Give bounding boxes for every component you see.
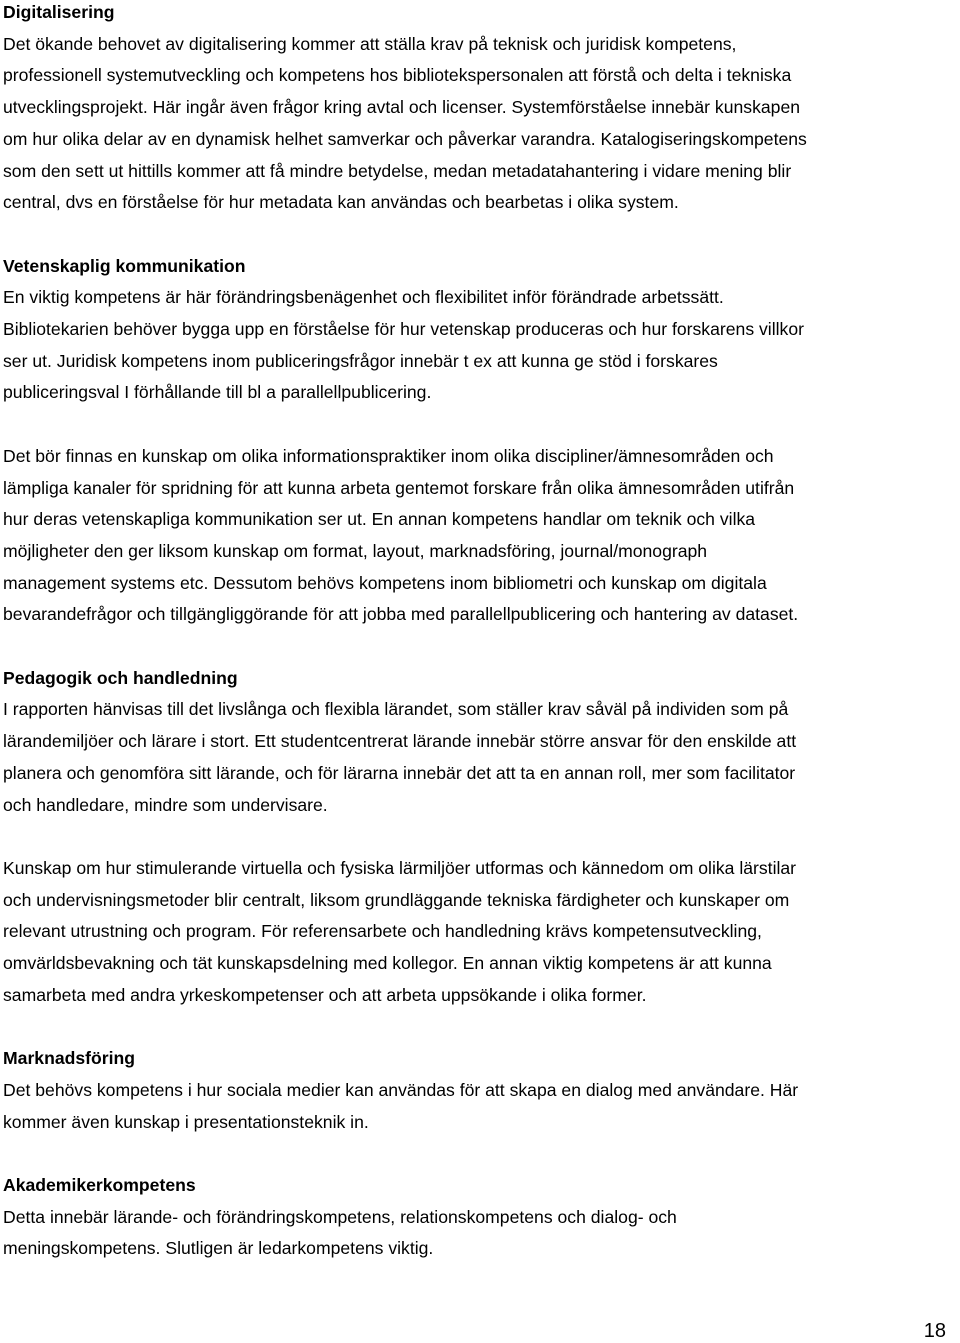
text-line: publiceringsval I förhållande till bl a parallellpublicering. — [3, 382, 432, 403]
text-line: om hur olika delar av en dynamisk helhet samverkar och påverkar varandra. Katalogiseringskompetens — [3, 128, 807, 149]
paragraph-marknadsforing — [3, 1075, 951, 1138]
paragraph-vetenskaplig-1 — [3, 282, 951, 409]
paragraph-pedagogik-2 — [3, 853, 951, 1012]
paragraph-spacer — [3, 821, 951, 853]
text-line: I rapporten hänvisas till det livslånga och flexibla lärandet, som ställer krav såväl på individen som på — [3, 699, 789, 720]
paragraph-spacer — [3, 1138, 951, 1170]
text-line: meningskompetens. Slutligen är ledarkompetens viktig. — [3, 1238, 434, 1259]
text-line: utvecklingsprojekt. Här ingår även frågor kring avtal och licenser. Systemförståelse innebär kunskapen — [3, 97, 801, 118]
text-line: Kunskap om hur stimulerande virtuella och fysiska lärmiljöer utformas och kännedom om olika lärstilar — [3, 857, 797, 878]
section-heading-marknadsforing: Marknadsföring — [3, 1048, 135, 1069]
text-line: management systems etc. Dessutom behövs kompetens inom bibliometri och kunskap om digitala — [3, 572, 767, 593]
text-line: Detta innebär lärande- och förändringskompetens, relationskompetens och dialog- och — [3, 1206, 677, 1227]
section-heading-pedagogik: Pedagogik och handledning — [3, 667, 238, 688]
text-line: relevant utrustning och program. För referensarbete och handledning krävs kompetensutveckling, — [3, 921, 762, 942]
text-line: som den sett ut hittills kommer att få mindre betydelse, medan metadatahantering i vidare mening blir — [3, 160, 792, 181]
text-line: och undervisningsmetoder blir centralt, liksom grundläggande tekniska färdigheter och kunskaper om — [3, 889, 790, 910]
text-line: professionell systemutveckling och kompetens hos bibliotekspersonalen att förstå och delta i tekniska — [3, 65, 792, 86]
section-heading-digitalisering: Digitalisering — [3, 2, 115, 22]
paragraph-spacer — [3, 219, 951, 251]
text-line: planera och genomföra sitt lärande, och för lärarna innebär det att ta en annan roll, mer som facilitator — [3, 762, 796, 783]
text-line: Bibliotekarien behöver bygga upp en förståelse för hur vetenskap produceras och hur forskarens villkor — [3, 319, 804, 340]
document-page — [3, 0, 951, 1265]
paragraph-pedagogik-1 — [3, 694, 951, 821]
text-line: och handledare, mindre som undervisare. — [3, 794, 328, 815]
paragraph-akademikerkompetens — [3, 1202, 951, 1265]
page-number: 18 — [923, 1320, 946, 1342]
text-line: Det behövs kompetens i hur sociala medier kan användas för att skapa en dialog med användare. Här — [3, 1079, 799, 1100]
text-line: Det ökande behovet av digitalisering kommer att ställa krav på teknisk och juridisk kompetens, — [3, 33, 737, 54]
paragraph-digitalisering — [3, 29, 951, 219]
text-line: hur deras vetenskapliga kommunikation ser ut. En annan kompetens handlar om teknik och vilka — [3, 509, 756, 530]
text-line: kommer även kunskap i presentationsteknik in. — [3, 1111, 369, 1132]
section-heading-akademikerkompetens: Akademikerkompetens — [3, 1174, 196, 1195]
text-line: samarbeta med andra yrkeskompetenser och att arbeta uppsökande i olika former. — [3, 984, 647, 1005]
paragraph-spacer — [3, 631, 951, 663]
paragraph-spacer — [3, 1011, 951, 1043]
text-line: möjligheter den ger liksom kunskap om format, layout, marknadsföring, journal/monograph — [3, 540, 708, 561]
text-line: En viktig kompetens är här förändringsbenägenhet och flexibilitet inför förändrade arbetssätt. — [3, 287, 724, 308]
text-line: omvärldsbevakning och tät kunskapsdelning med kollegor. En annan viktig kompetens är att kunna — [3, 953, 772, 974]
text-line: central, dvs en förståelse för hur metadata kan användas och bearbetas i olika system. — [3, 192, 679, 213]
text-line: lärandemiljöer och lärare i stort. Ett studentcentrerat lärande innebär större ansvar för den enskilde att — [3, 731, 797, 752]
text-line: Det bör finnas en kunskap om olika informationspraktiker inom olika discipliner/ämnesområden och — [3, 445, 774, 466]
text-line: bevarandefrågor och tillgängliggörande för att jobba med parallellpublicering och hantering av dataset. — [3, 604, 799, 625]
paragraph-vetenskaplig-2 — [3, 441, 951, 631]
section-heading-vetenskaplig-kommunikation: Vetenskaplig kommunikation — [3, 255, 246, 276]
paragraph-spacer — [3, 409, 951, 441]
text-line: ser ut. Juridisk kompetens inom publiceringsfrågor innebär t ex att kunna ge stöd i forskares — [3, 350, 718, 371]
text-line: lämpliga kanaler för spridning för att kunna arbeta gentemot forskare från olika ämnesområden utifrån — [3, 477, 795, 498]
